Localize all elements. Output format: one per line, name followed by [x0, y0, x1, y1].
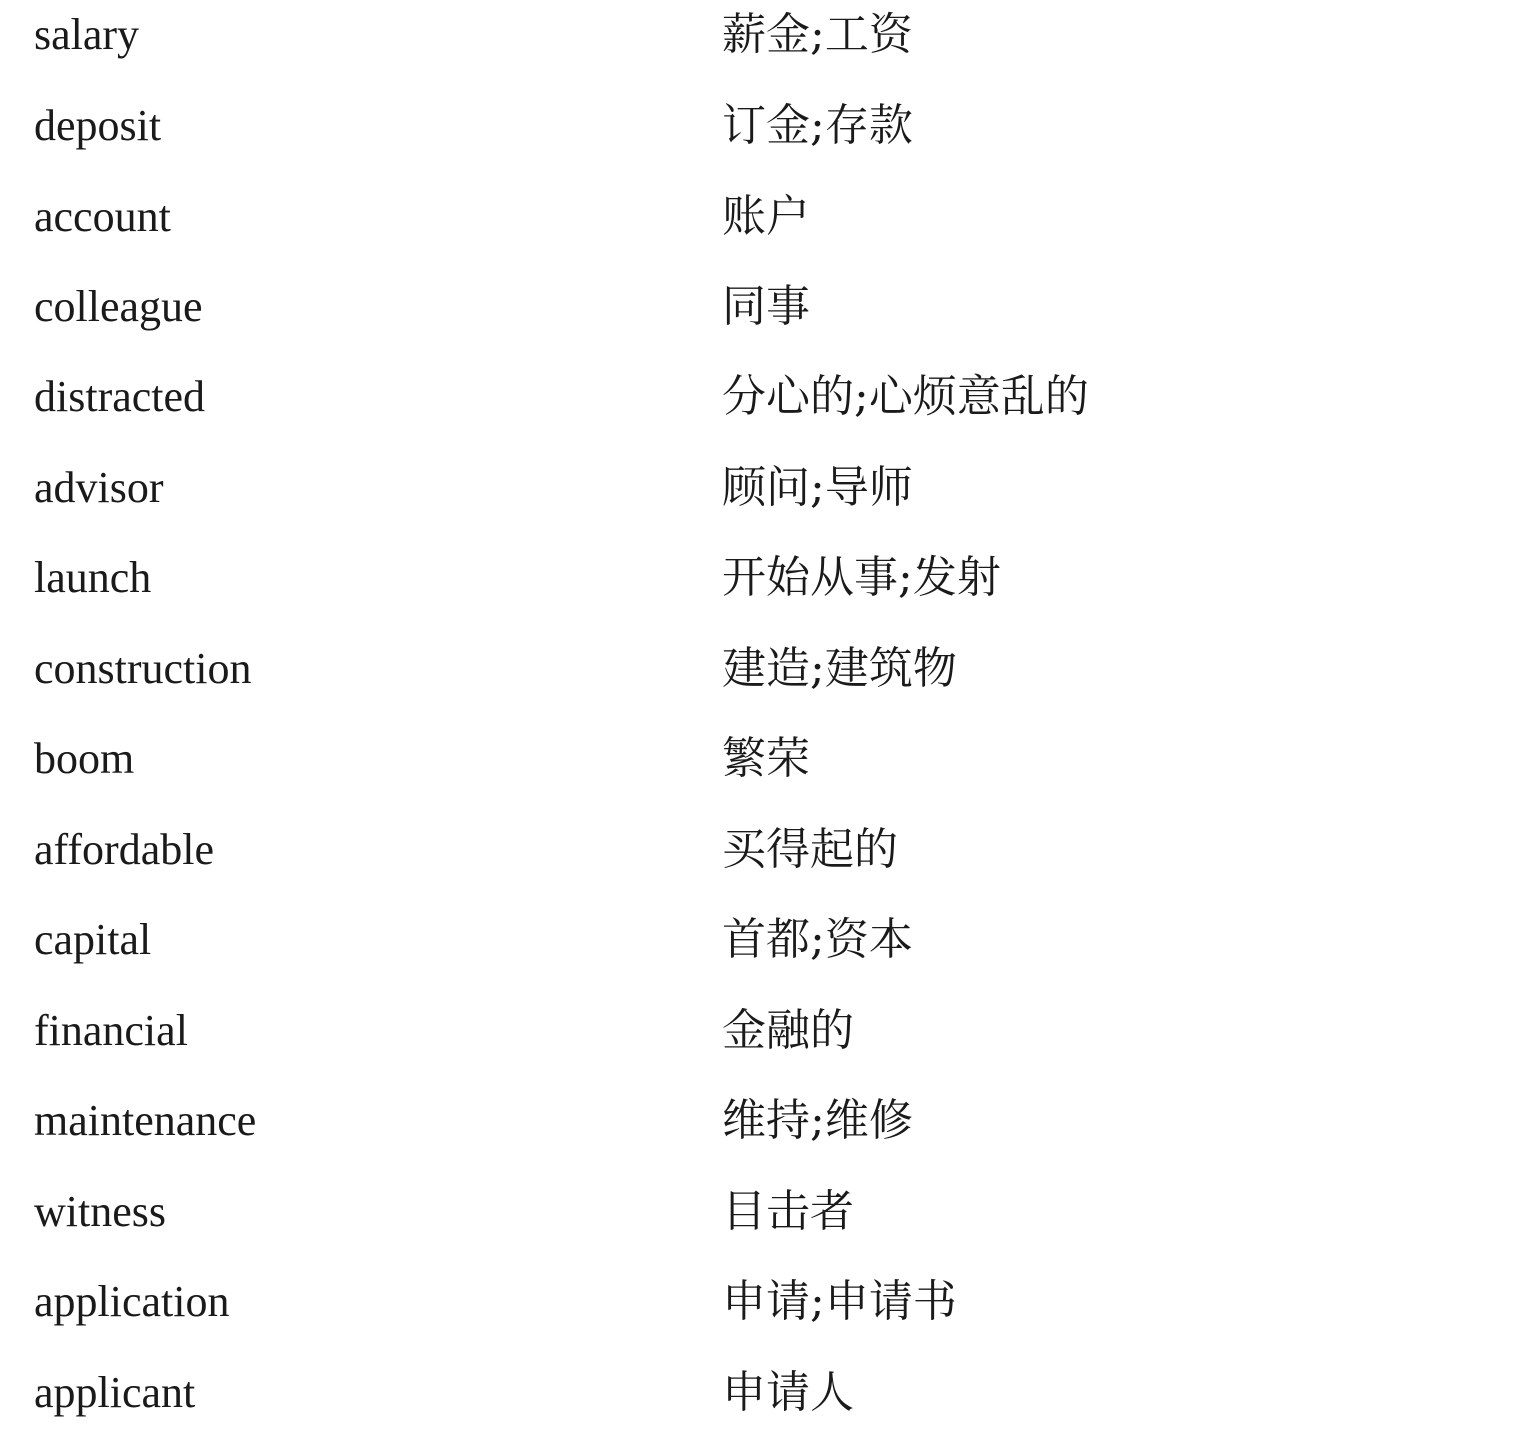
vocab-row [0, 634, 1530, 724]
chinese-meaning: 账户 [722, 191, 810, 242]
english-word: maintenance [34, 1096, 257, 1145]
vocab-row [0, 815, 1530, 905]
vocab-row [0, 182, 1530, 272]
vocab-row [0, 1177, 1530, 1267]
vocab-row [0, 724, 1530, 814]
chinese-meaning: 建造;建筑物 [722, 643, 957, 694]
english-word: affordable [34, 825, 214, 874]
vocab-row [0, 543, 1530, 633]
english-word: boom [34, 734, 135, 783]
chinese-meaning: 顾问;导师 [722, 462, 913, 513]
english-word: advisor [34, 463, 164, 512]
vocab-row [0, 0, 1530, 90]
chinese-meaning: 申请;申请书 [722, 1276, 957, 1327]
vocab-row [0, 1086, 1530, 1176]
english-word: financial [34, 1006, 188, 1055]
english-word: colleague [34, 282, 203, 331]
english-word: witness [34, 1187, 166, 1236]
vocab-row [0, 453, 1530, 543]
english-word: distracted [34, 372, 206, 421]
vocab-row [0, 996, 1530, 1086]
vocab-row [0, 1358, 1530, 1448]
english-word: applicant [34, 1368, 196, 1417]
chinese-meaning: 首都;资本 [722, 914, 913, 965]
english-word: salary [34, 10, 140, 59]
english-word: account [34, 192, 171, 241]
chinese-meaning: 维持;维修 [722, 1095, 913, 1146]
english-word: launch [34, 553, 152, 602]
chinese-meaning: 申请人 [722, 1367, 854, 1418]
vocab-row [0, 1267, 1530, 1357]
vocab-row [0, 905, 1530, 995]
vocab-row [0, 362, 1530, 452]
english-word: capital [34, 915, 152, 964]
english-word: construction [34, 644, 252, 693]
chinese-meaning: 薪金;工资 [722, 9, 913, 60]
english-word: application [34, 1277, 230, 1326]
chinese-meaning: 分心的;心烦意乱的 [722, 371, 1089, 422]
chinese-meaning: 同事 [722, 281, 810, 332]
english-word: deposit [34, 101, 162, 150]
chinese-meaning: 金融的 [722, 1005, 854, 1056]
vocab-row [0, 272, 1530, 362]
chinese-meaning: 目击者 [722, 1186, 854, 1237]
chinese-meaning: 开始从事;发射 [722, 552, 1001, 603]
chinese-meaning: 繁荣 [722, 733, 810, 784]
chinese-meaning: 订金;存款 [722, 100, 913, 151]
chinese-meaning: 买得起的 [722, 824, 898, 875]
vocab-row [0, 91, 1530, 181]
